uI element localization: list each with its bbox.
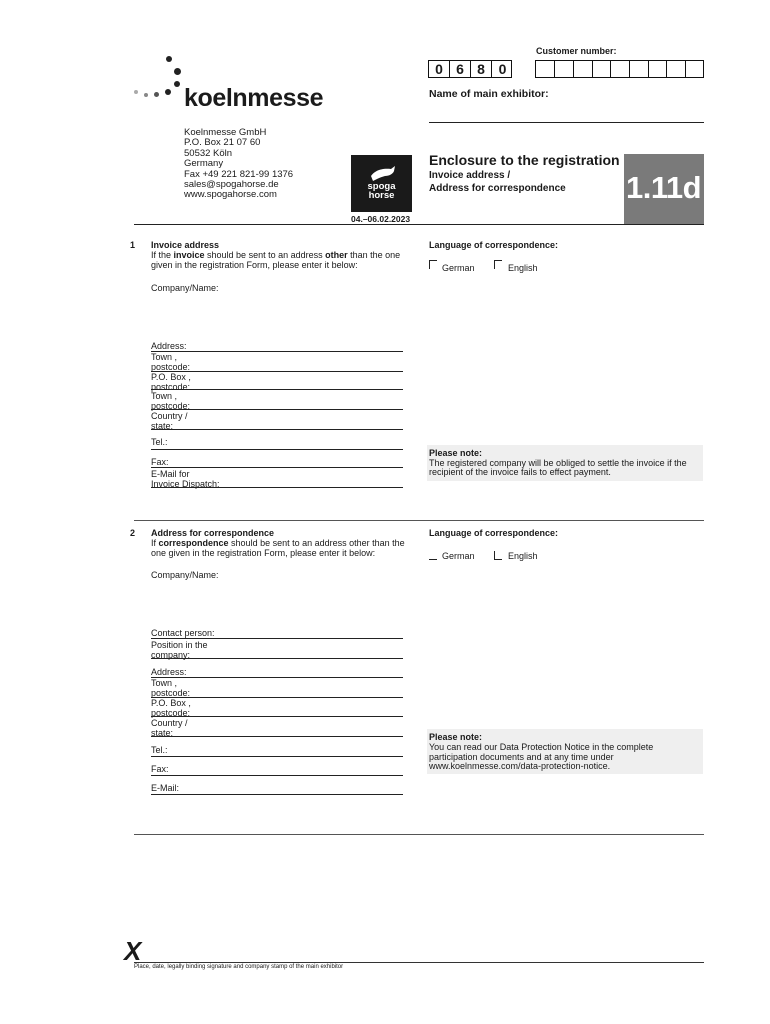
label-part: postcode: bbox=[151, 362, 191, 372]
s1-town2-field[interactable] bbox=[151, 409, 403, 410]
s2-country-label bbox=[151, 718, 188, 738]
s1-note-line: recipient of the invoice fails to effect payment. bbox=[429, 467, 611, 477]
s1-language-label: Language of correspondence: bbox=[429, 240, 559, 250]
section-divider bbox=[134, 520, 704, 521]
page-title: Enclosure to the registration bbox=[429, 152, 620, 168]
s2-tel-field[interactable] bbox=[151, 756, 403, 757]
customer-number-cell[interactable] bbox=[593, 61, 611, 77]
label-part: postcode: bbox=[151, 688, 191, 698]
badge-line-1: spoga bbox=[367, 181, 396, 192]
label-part: state: bbox=[151, 421, 174, 431]
signature-field[interactable] bbox=[134, 962, 704, 963]
section2-number: 2 bbox=[130, 528, 136, 538]
s1-note-box bbox=[427, 445, 703, 481]
logo-dot bbox=[134, 90, 138, 94]
s1-english-label: English bbox=[508, 263, 538, 273]
s2-email-field[interactable] bbox=[151, 794, 403, 795]
label-part: postcode: bbox=[151, 401, 191, 411]
organizer-address bbox=[184, 128, 293, 201]
customer-number-cell[interactable] bbox=[611, 61, 630, 77]
main-exhibitor-field[interactable] bbox=[429, 122, 704, 123]
s1-email-label bbox=[151, 469, 220, 489]
s2-pobox-field[interactable] bbox=[151, 716, 403, 717]
section1-number: 1 bbox=[130, 240, 136, 250]
spoga-horse-badge bbox=[351, 155, 412, 212]
s1-note-line: The registered company will be obliged to settle the invoice if the bbox=[429, 458, 687, 468]
form-code-box bbox=[624, 154, 704, 224]
customer-number-cell[interactable] bbox=[667, 61, 686, 77]
s2-contact-label: Contact person: bbox=[151, 628, 215, 638]
main-exhibitor-label: Name of main exhibitor: bbox=[429, 88, 549, 100]
s2-english-label: English bbox=[508, 551, 538, 561]
label-part: Country / bbox=[151, 718, 188, 728]
customer-number-cell[interactable] bbox=[630, 61, 649, 77]
label-part: Town , bbox=[151, 678, 178, 688]
desc-text: If the bbox=[151, 250, 174, 260]
customer-number-cell[interactable] bbox=[536, 61, 555, 77]
section1-description bbox=[151, 250, 400, 260]
s2-position-field[interactable] bbox=[151, 658, 403, 659]
customer-number-input[interactable] bbox=[535, 60, 704, 78]
logo-dot bbox=[154, 92, 159, 97]
desc-text: should be sent to an address bbox=[204, 250, 326, 260]
logo-dot bbox=[144, 93, 148, 97]
logo-text: koelnmesse bbox=[184, 84, 324, 112]
s2-company-label: Company/Name: bbox=[151, 570, 219, 580]
label-part: Invoice Dispatch: bbox=[151, 479, 220, 489]
s1-town2-label bbox=[151, 391, 190, 411]
address-line: 50532 Köln bbox=[184, 147, 233, 159]
event-dates: 04.–06.02.2023 bbox=[351, 214, 411, 224]
s2-note-box bbox=[427, 729, 703, 774]
s2-fax-field[interactable] bbox=[151, 775, 403, 776]
customer-number-prefix-boxes bbox=[428, 60, 512, 78]
label-part: Town , bbox=[151, 391, 178, 401]
s1-tel-label: Tel.: bbox=[151, 437, 168, 447]
label-part: state: bbox=[151, 728, 174, 738]
s2-note-line: You can read our Data Protection Notice in the complete bbox=[429, 742, 654, 752]
label-part: Position in the bbox=[151, 640, 208, 650]
address-line: Fax +49 221 821-99 1376 bbox=[184, 168, 294, 180]
s1-country-label bbox=[151, 411, 188, 431]
customer-number-cell[interactable] bbox=[686, 61, 705, 77]
label-part: Town , bbox=[151, 352, 178, 362]
customer-digit: 0 bbox=[429, 61, 450, 77]
s2-contact-field[interactable] bbox=[151, 638, 403, 639]
s1-company-label: Company/Name: bbox=[151, 283, 219, 293]
label-part: postcode: bbox=[151, 708, 191, 718]
customer-digit: 0 bbox=[498, 61, 507, 77]
logo-dot bbox=[165, 89, 171, 95]
signature-caption: Place, date, legally binding signature and company stamp of the main exhibitor bbox=[134, 964, 344, 970]
customer-number-cell[interactable] bbox=[555, 61, 574, 77]
section1-description-2: given in the registration Form, please enter it below: bbox=[151, 260, 358, 270]
section2-description-2: one given in the registration Form, please enter it below: bbox=[151, 548, 376, 558]
badge-line-2: horse bbox=[368, 190, 395, 201]
s2-german-label: German bbox=[442, 551, 475, 561]
koelnmesse-logo bbox=[130, 52, 330, 114]
form-code: 1.11d bbox=[626, 170, 702, 205]
desc-text: should be sent to an address other than the bbox=[228, 538, 405, 548]
s2-pobox-label bbox=[151, 698, 191, 718]
s1-note-title: Please note: bbox=[429, 448, 483, 458]
logo-dot bbox=[174, 68, 181, 75]
customer-number-cell[interactable] bbox=[574, 61, 593, 77]
desc-text: than the one bbox=[347, 250, 401, 260]
s2-company-field[interactable] bbox=[151, 582, 403, 626]
logo-dot bbox=[166, 56, 172, 62]
s2-town-label bbox=[151, 678, 190, 698]
section2-description bbox=[151, 538, 405, 548]
desc-bold: other bbox=[325, 250, 348, 260]
s1-address-label: Address: bbox=[151, 341, 187, 351]
s1-german-label: German bbox=[442, 263, 475, 273]
customer-digit: 8 bbox=[471, 61, 492, 77]
label-part: E-Mail for bbox=[151, 469, 190, 479]
header-divider bbox=[134, 224, 704, 225]
s1-tel-field[interactable] bbox=[151, 449, 403, 450]
address-line: Germany bbox=[184, 158, 224, 170]
page-subtitle-1: Invoice address / bbox=[429, 170, 511, 181]
s2-position-label bbox=[151, 640, 208, 660]
label-part: company: bbox=[151, 650, 191, 660]
s1-country-field[interactable] bbox=[151, 429, 403, 430]
desc-bold: correspondence bbox=[158, 538, 229, 548]
section1-title: Invoice address bbox=[151, 240, 220, 250]
s2-german-checkbox[interactable] bbox=[429, 551, 437, 560]
s1-pobox-field[interactable] bbox=[151, 389, 403, 390]
customer-digit: 6 bbox=[450, 61, 471, 77]
customer-number-label: Customer number: bbox=[536, 46, 617, 56]
address-line: sales@spogahorse.de bbox=[184, 179, 279, 191]
s2-address-label: Address: bbox=[151, 667, 187, 677]
s2-email-label: E-Mail: bbox=[151, 783, 180, 793]
desc-text: If bbox=[151, 538, 159, 548]
s1-fax-label: Fax: bbox=[151, 457, 169, 467]
desc-bold: invoice bbox=[173, 250, 205, 260]
label-part: P.O. Box , bbox=[151, 372, 191, 382]
signature-mark: X bbox=[124, 936, 142, 966]
s2-english-checkbox[interactable] bbox=[494, 551, 502, 560]
label-part: Country / bbox=[151, 411, 188, 421]
label-part: P.O. Box , bbox=[151, 698, 191, 708]
section-divider bbox=[134, 834, 704, 835]
s2-note-title: Please note: bbox=[429, 732, 483, 742]
s1-english-checkbox[interactable] bbox=[494, 260, 502, 269]
address-line: P.O. Box 21 07 60 bbox=[184, 137, 261, 149]
s2-fax-label: Fax: bbox=[151, 764, 169, 774]
s1-town-label bbox=[151, 352, 190, 372]
s1-company-field[interactable] bbox=[151, 295, 403, 340]
logo-dot bbox=[174, 81, 180, 87]
section2-title: Address for correspondence bbox=[151, 528, 275, 538]
s2-note-line: participation documents and at any time under bbox=[429, 752, 614, 762]
s2-language-label: Language of correspondence: bbox=[429, 528, 559, 538]
s1-german-checkbox[interactable] bbox=[429, 260, 437, 269]
s2-country-field[interactable] bbox=[151, 736, 403, 737]
s1-fax-field[interactable] bbox=[151, 467, 403, 468]
label-part: postcode: bbox=[151, 382, 191, 392]
customer-number-cell[interactable] bbox=[649, 61, 667, 77]
s2-tel-label: Tel.: bbox=[151, 745, 168, 755]
address-line: www.spogahorse.com bbox=[184, 189, 277, 201]
s2-note-line: www.koelnmesse.com/data-protection-notice. bbox=[429, 761, 611, 771]
page-subtitle-2: Address for correspondence bbox=[429, 183, 566, 194]
address-line: Koelnmesse GmbH bbox=[184, 127, 267, 138]
s1-email-field[interactable] bbox=[151, 487, 403, 488]
